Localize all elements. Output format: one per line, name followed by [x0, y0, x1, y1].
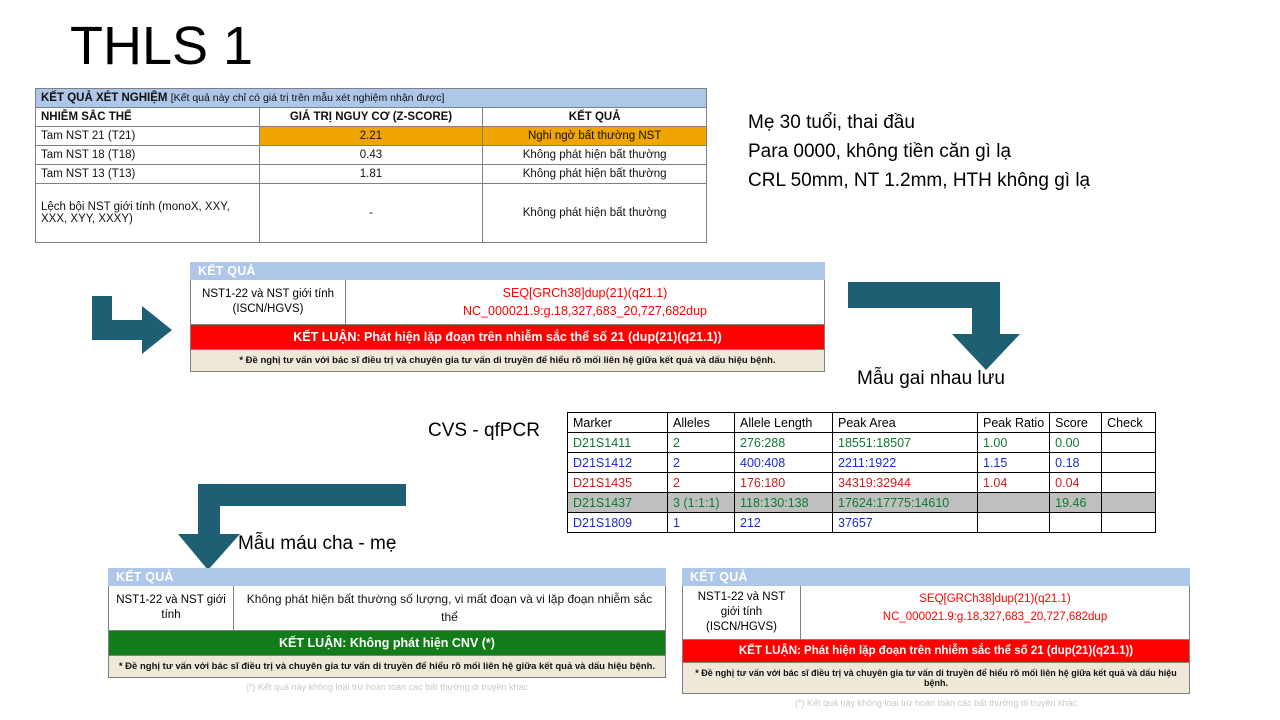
- table-header-row: [36, 108, 707, 127]
- parent-report-left-row: [108, 586, 666, 631]
- cell-allele-length: 400:408: [735, 453, 833, 473]
- label-cvs-qfpcr: CVS - qfPCR: [428, 420, 540, 441]
- table-header-row: [568, 413, 1156, 433]
- column-header-result: KẾT QUẢ: [483, 108, 707, 127]
- cell-score: 19.46: [1050, 493, 1102, 513]
- cell-alleles: 2: [668, 453, 735, 473]
- parent-report-left-ghost-text: (*) Kết quả này không loại trừ hoàn toàn các bất thường di truyền khác: [245, 682, 529, 692]
- clinical-note-line-1: Mẹ 30 tuổi, thai đầu: [748, 112, 915, 133]
- table-row-highlighted: [568, 493, 1156, 513]
- nipt-banner-cell: [36, 89, 707, 108]
- cell-score: 0.00: [1050, 433, 1102, 453]
- cell-peak-area: 37657: [833, 513, 978, 533]
- cell-peak-area: 18551:18507: [833, 433, 978, 453]
- cell-check: [1102, 453, 1156, 473]
- cell-check: [1102, 473, 1156, 493]
- parent-report-right-footnote: * Đề nghị tư vấn với bác sĩ điều trị và chuyên gia tư vấn di truyền để hiểu rõ mối liên hệ giữa kết quả và dấu hiệu bệnh.: [682, 663, 1190, 694]
- cell-marker: D21S1809: [568, 513, 668, 533]
- cvs-report-header: KẾT QUẢ: [190, 262, 825, 280]
- cell-chromosome: Lệch bội NST giới tính (monoX, XXY, XXX, XYY, XXXY): [36, 184, 260, 243]
- parent-report-right-header: KẾT QUẢ: [682, 568, 1190, 586]
- cell-peak-ratio: 1.00: [978, 433, 1050, 453]
- cell-allele-length: 176:180: [735, 473, 833, 493]
- column-header-alleles: Alleles: [668, 413, 735, 433]
- parent-report-left-finding: Không phát hiện bất thường số lượng, vi mất đoạn và vi lặp đoạn nhiễm sắc thể: [246, 592, 653, 624]
- cvs-report-conclusion: KẾT LUẬN: Phát hiện lặp đoạn trên nhiễm sắc thể số 21 (dup(21)(q21.1)): [190, 325, 825, 350]
- cell-zscore: 1.81: [259, 165, 483, 184]
- label-parent-blood-sample: Mẫu máu cha - mẹ: [238, 533, 397, 554]
- parent-report-left-block: [108, 568, 666, 692]
- cell-peak-ratio: [978, 493, 1050, 513]
- column-header-score: Score: [1050, 413, 1102, 433]
- column-header-check: Check: [1102, 413, 1156, 433]
- nipt-banner-title: KẾT QUẢ XÉT NGHIỆM: [41, 92, 168, 104]
- cell-chromosome: Tam NST 13 (T13): [36, 165, 260, 184]
- cvs-report-notation-iscn: SEQ[GRCh38]dup(21)(q21.1): [502, 286, 668, 300]
- cell-zscore: 2.21: [259, 127, 483, 146]
- cell-peak-area: 34319:32944: [833, 473, 978, 493]
- parent-report-left-label: NST1-22 và NST giới tính: [109, 586, 234, 630]
- cvs-report-block: [190, 262, 825, 372]
- cell-check: [1102, 433, 1156, 453]
- parent-report-right-block: [682, 568, 1190, 708]
- page-title: THLS 1: [70, 16, 254, 76]
- clinical-note-line-3: CRL 50mm, NT 1.2mm, HTH không gì lạ: [748, 170, 1091, 191]
- cell-allele-length: 118:130:138: [735, 493, 833, 513]
- cell-check: [1102, 513, 1156, 533]
- parent-report-left-footnote: * Đề nghị tư vấn với bác sĩ điều trị và chuyên gia tư vấn di truyền để hiểu rõ mối liên hệ giữa kết quả và dấu hiệu bệnh.: [108, 656, 666, 678]
- cell-alleles: 3 (1:1:1): [668, 493, 735, 513]
- parent-report-right-row: [682, 586, 1190, 640]
- table-row: [36, 146, 707, 165]
- cell-marker: D21S1412: [568, 453, 668, 473]
- cell-score: 0.04: [1050, 473, 1102, 493]
- cell-alleles: 2: [668, 433, 735, 453]
- column-header-allele-length: Allele Length: [735, 413, 833, 433]
- table-banner-row: [36, 89, 707, 108]
- parent-report-right-label: NST1-22 và NST giới tính (ISCN/HGVS): [683, 586, 801, 639]
- arrow-to-cvs-report: [50, 296, 180, 364]
- column-header-marker: Marker: [568, 413, 668, 433]
- arrow-to-parent-blood-sample: [178, 484, 414, 572]
- cvs-report-notation-hgvs: NC_000021.9:g.18,327,683_20,727,682dup: [463, 304, 707, 318]
- parent-report-left-conclusion: KẾT LUẬN: Không phát hiện CNV (*): [108, 631, 666, 656]
- table-row: [36, 127, 707, 146]
- cvs-report-row: [190, 280, 825, 325]
- column-header-peak-ratio: Peak Ratio: [978, 413, 1050, 433]
- cell-peak-ratio: 1.15: [978, 453, 1050, 473]
- cvs-report-footnote: * Đề nghị tư vấn với bác sĩ điều trị và chuyên gia tư vấn di truyền để hiểu rõ mối liên hệ giữa kết quả và dấu hiệu bệnh.: [190, 350, 825, 372]
- column-header-peak-area: Peak Area: [833, 413, 978, 433]
- table-row: [36, 184, 707, 243]
- cell-result: Không phát hiện bất thường: [483, 165, 707, 184]
- cell-chromosome: Tam NST 18 (T18): [36, 146, 260, 165]
- label-stored-villi-sample: Mẫu gai nhau lưu: [857, 368, 1005, 389]
- table-row: [36, 165, 707, 184]
- cell-alleles: 1: [668, 513, 735, 533]
- table-row: [568, 453, 1156, 473]
- column-header-zscore: GIÁ TRỊ NGUY CƠ (Z-SCORE): [259, 108, 483, 127]
- parent-report-right-notation-iscn: SEQ[GRCh38]dup(21)(q21.1): [919, 593, 1071, 605]
- parent-report-left-header: KẾT QUẢ: [108, 568, 666, 586]
- cell-result: Nghi ngờ bất thường NST: [483, 127, 707, 146]
- cell-peak-area: 2211:1922: [833, 453, 978, 473]
- cell-check: [1102, 493, 1156, 513]
- nipt-result-table: [35, 88, 707, 243]
- cell-score: 0.18: [1050, 453, 1102, 473]
- cell-marker: D21S1437: [568, 493, 668, 513]
- clinical-note: [748, 108, 1090, 195]
- table-row: [568, 473, 1156, 493]
- qfpcr-table: [567, 412, 1156, 533]
- cell-marker: D21S1435: [568, 473, 668, 493]
- nipt-banner-note: [Kết quả này chỉ có giá trị trên mẫu xét nghiệm nhận được]: [170, 92, 445, 104]
- parent-report-right-conclusion: KẾT LUẬN: Phát hiện lặp đoạn trên nhiễm sắc thể số 21 (dup(21)(q21.1)): [682, 640, 1190, 663]
- cell-zscore: -: [259, 184, 483, 243]
- cell-allele-length: 276:288: [735, 433, 833, 453]
- cell-peak-ratio: [978, 513, 1050, 533]
- cell-chromosome: Tam NST 21 (T21): [36, 127, 260, 146]
- table-row: [568, 433, 1156, 453]
- table-row: [568, 513, 1156, 533]
- cell-alleles: 2: [668, 473, 735, 493]
- parent-report-right-notation: [801, 586, 1189, 639]
- cell-result: Không phát hiện bất thường: [483, 146, 707, 165]
- cell-peak-ratio: 1.04: [978, 473, 1050, 493]
- arrow-to-stored-villi-sample: [848, 282, 1028, 374]
- parent-report-right-ghost-text: (*) Kết quả này không loại trừ hoàn toàn các bất thường di truyền khác: [794, 698, 1078, 708]
- cell-zscore: 0.43: [259, 146, 483, 165]
- column-header-chromosome: NHIỄM SẮC THỂ: [36, 108, 260, 127]
- parent-report-right-notation-hgvs: NC_000021.9:g.18,327,683_20,727,682dup: [882, 611, 1108, 623]
- cvs-report-notation: [346, 280, 824, 324]
- cell-result: Không phát hiện bất thường: [483, 184, 707, 243]
- cell-score: [1050, 513, 1102, 533]
- clinical-note-line-2: Para 0000, không tiền căn gì lạ: [748, 141, 1012, 162]
- cell-peak-area: 17624:17775:14610: [833, 493, 978, 513]
- cvs-report-left-label: NST1-22 và NST giới tính (ISCN/HGVS): [191, 280, 346, 324]
- cell-allele-length: 212: [735, 513, 833, 533]
- cell-marker: D21S1411: [568, 433, 668, 453]
